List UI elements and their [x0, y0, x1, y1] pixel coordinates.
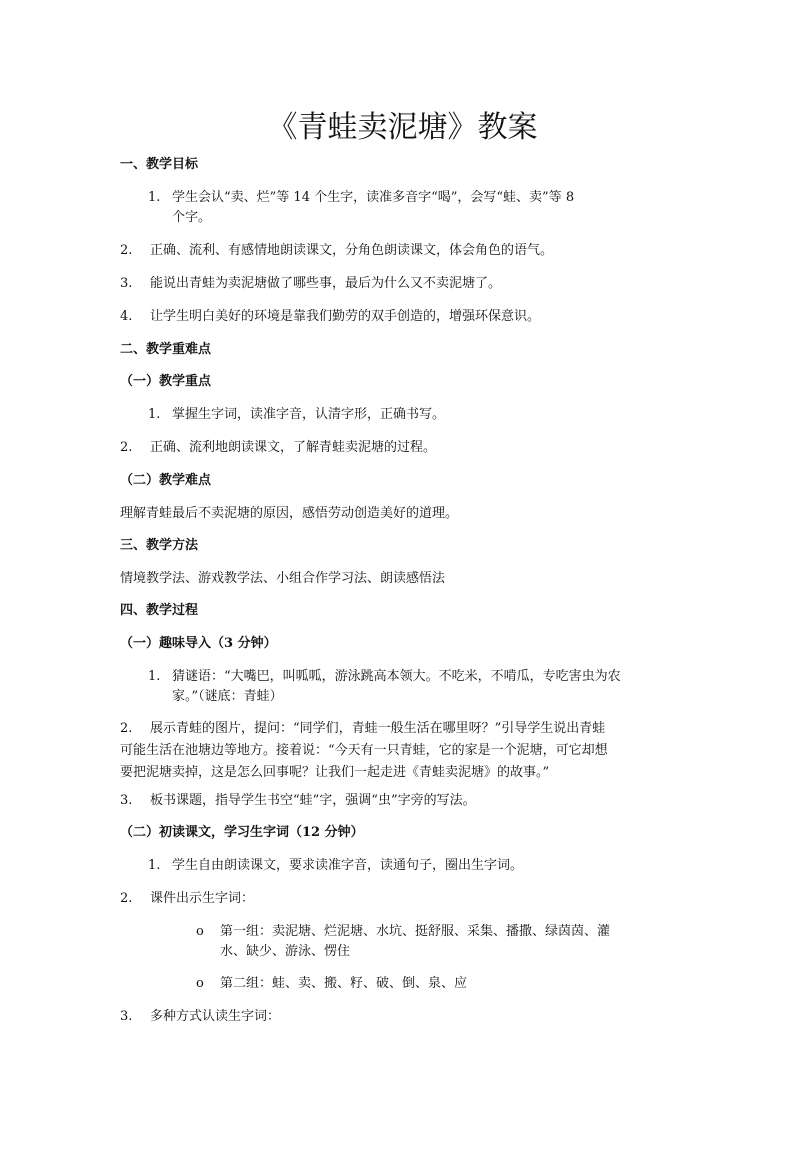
- subsection-heading-focus: （一）教学重点: [120, 374, 212, 389]
- list-item-text: 板书课题，指导学生书空“蛙”字，强调“虫”字旁的写法。: [150, 793, 476, 808]
- list-item-number: 2.: [120, 721, 133, 736]
- list-item-number: 4.: [120, 309, 133, 324]
- list-item-text: 猜谜语：“大嘴巴，叫呱呱，游泳跳高本领大。不吃米，不啃瓜，专吃害虫为农: [172, 669, 621, 684]
- list-item-number: 2.: [120, 243, 133, 258]
- list-item-text: 多种方式认读生字词：: [150, 1009, 281, 1024]
- list-item-number: 2.: [120, 891, 133, 906]
- list-item-number: 1.: [148, 407, 161, 422]
- page-title: 《青蛙卖泥塘》教案: [267, 110, 538, 145]
- list-item-number: 3.: [120, 793, 133, 808]
- list-item-text-cont: 可能生活在池塘边等地方。接着说：“今天有一只青蛙，它的家是一个泥塘，可它却想: [120, 743, 608, 758]
- bullet-circle-icon: o: [196, 924, 204, 939]
- list-item-text-cont: 个字。: [172, 210, 212, 225]
- section-heading-process: 四、教学过程: [120, 603, 199, 618]
- list-item-number: 2.: [120, 440, 133, 455]
- word-group-text: 第二组：蛙、卖、搬、籽、破、倒、泉、应: [220, 976, 468, 991]
- list-item-text: 学生会认“卖、烂”等 14 个生字，读准多音字“喝”，会写“蛙、卖”等 8: [172, 190, 575, 205]
- section-heading-key-points: 二、教学重难点: [120, 342, 212, 357]
- bullet-circle-icon: o: [196, 976, 204, 991]
- list-item-text: 让学生明白美好的环境是靠我们勤劳的双手创造的，增强环保意识。: [150, 309, 541, 324]
- list-item-number: 1.: [148, 669, 161, 684]
- list-item-number: 1.: [148, 190, 161, 205]
- list-item-text: 正确、流利地朗读课文，了解青蛙卖泥塘的过程。: [150, 440, 437, 455]
- subsection-heading-intro: （一）趣味导入（3 分钟）: [120, 636, 277, 651]
- subsection-heading-first-reading: （二）初读课文，学习生字词（12 分钟）: [120, 825, 364, 840]
- list-item-text: 能说出青蛙为卖泥塘做了哪些事，最后为什么又不卖泥塘了。: [150, 276, 502, 291]
- paragraph: 情境教学法、游戏教学法、小组合作学习法、朗读感悟法: [120, 571, 446, 586]
- paragraph: 理解青蛙最后不卖泥塘的原因，感悟劳动创造美好的道理。: [120, 506, 459, 521]
- list-item-text: 学生自由朗读课文，要求读准字音，读通句子，圈出生字词。: [172, 858, 524, 873]
- list-item-text-cont: 家。”（谜底：青蛙）: [172, 689, 283, 704]
- list-item-text: 课件出示生字词：: [150, 891, 255, 906]
- word-group-text: 第一组：卖泥塘、烂泥塘、水坑、挺舒服、采集、播撒、绿茵茵、灌: [220, 924, 611, 939]
- list-item-number: 3.: [120, 1009, 133, 1024]
- list-item-number: 3.: [120, 276, 133, 291]
- word-group-text-cont: 水、缺少、游泳、愣住: [220, 944, 351, 959]
- section-heading-goals: 一、教学目标: [120, 157, 199, 172]
- list-item-text: 正确、流利、有感情地朗读课文，分角色朗读课文，体会角色的语气。: [150, 243, 554, 258]
- section-heading-methods: 三、教学方法: [120, 538, 199, 553]
- subsection-heading-difficulty: （二）教学难点: [120, 473, 212, 488]
- list-item-number: 1.: [148, 858, 161, 873]
- list-item-text: 展示青蛙的图片，提问：“同学们，青蛙一般生活在哪里呀？”引导学生说出青蛙: [150, 721, 606, 736]
- list-item-text: 掌握生字词，读准字音，认清字形，正确书写。: [172, 407, 446, 422]
- list-item-text-cont: 要把泥塘卖掉，这是怎么回事呢？让我们一起走进《青蛙卖泥塘》的故事。”: [120, 765, 550, 780]
